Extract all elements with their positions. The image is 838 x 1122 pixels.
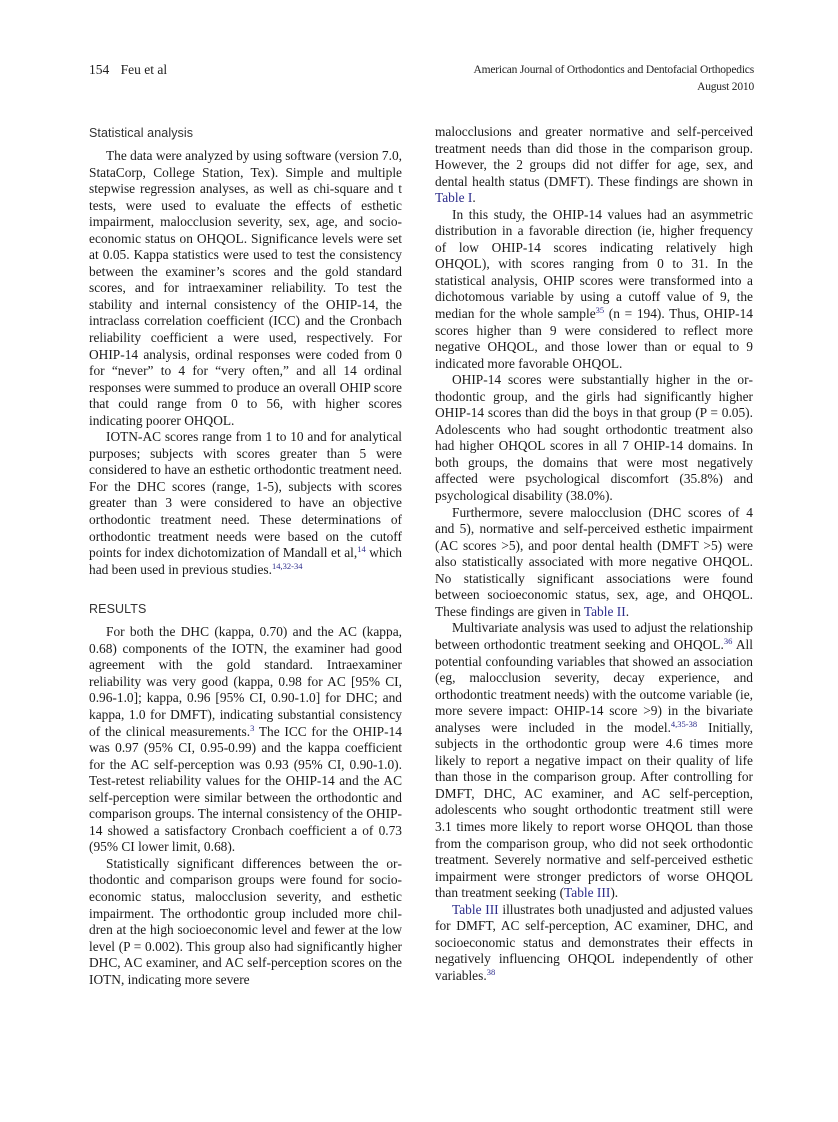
- reference-link[interactable]: 36: [723, 635, 733, 646]
- paragraph-continued: [435, 124, 753, 207]
- paragraph-text: IOTN-AC scores range from 1 to 10 and for analytical purposes; subjects with scores greater than 5 were considered to have an esthetic orthodontic treatment need. For the DHC scores (range, 1-5), subjects with scores greater than 3 were considered to have an objective orthodontic treatment need. These determinations of orthodontic treatment needs were based on the cutoff points for index dichotomization of Mandall et al,: [89, 429, 402, 561]
- running-header-right: [473, 62, 754, 96]
- paragraph: [435, 902, 753, 985]
- reference-link[interactable]: 3: [250, 722, 255, 733]
- table-link[interactable]: Table III: [564, 885, 611, 901]
- paragraph: Statistically significant differences between the orthodontic and comparison groups were found for socioeconomic status, malocclusion severity, and esthetic impairment. The orthodontic group included more children at the high socioeconomic level and fewer at the low level (P = 0.002). This group also had significantly higher DHC, AC examiner, and AC self-perception scores on the IOTN, indicating more severe: [89, 855, 402, 987]
- reference-link[interactable]: 35: [595, 305, 605, 316]
- paragraph-text: (n = 194). Thus, OHIP-14 scores higher than 9 were considered to reflect more negative OHQOL, and those lower than or equal to 9 indicated more favorable OHQOL.: [435, 306, 753, 371]
- reference-link[interactable]: 4,35-38: [670, 718, 698, 729]
- paragraph-text: .: [625, 603, 630, 619]
- paragraph: [435, 620, 753, 901]
- paragraph-text: In this study, the OHIP-14 values had an asymmetric distribution in a favorable direction (ie, higher frequency of low OHIP-14 scores indicating relatively high OHQOL), with scores ranging from 0 to 31. In the statistical analysis, OHIP scores were transformed into a dichotomous variable by using a cutoff value of 9, the median for the whole sample: [435, 206, 753, 322]
- table-link[interactable]: Table III: [452, 901, 499, 917]
- paragraph-text: The ICC for the OHIP-14 was 0.97 (95% CI, 0.95-0.99) and the kappa coefficient for the AC self-perception was 0.93 (95% CI, 0.90-1.0). Test-retest reliability values for the OHIP-14 and the AC self-perception were similar between the orthodontic and comparison groups. The internal consistency of the OHIP-14 showed a satisfactory Cronbach coefficient a of 0.73 (95% CI lower limit, 0.68).: [89, 723, 402, 855]
- paragraph: [89, 624, 402, 856]
- paragraph: [89, 429, 402, 578]
- paragraph-text: For both the DHC (kappa, 0.70) and the AC (kappa, 0.68) components of the IOTN, the examiner had good agreement with the gold standard. Intraexaminer reliability was very good (kappa, 0.98 for AC [95% CI, 0.96-1.0]; kappa, 0.96 [95% CI, 0.90-1.0] for DHC; and kappa, 1.0 for DMFT), indicating substantial consistency of the clinical measurements.: [89, 624, 402, 739]
- reference-link[interactable]: 14: [357, 544, 366, 555]
- paragraph-text: malocclusions and greater normative and self-perceived treatment needs than did those in the comparison group. However, the 2 groups did not differ for age, sex, and dental health status (DMFT). These findings are shown in: [435, 124, 753, 189]
- reference-link[interactable]: 38: [486, 966, 496, 977]
- paragraph-text: .: [472, 190, 476, 206]
- paragraph-text: Furthermore, severe malocclusion (DHC scores of 4 and 5), normative and self-perceived esthetic impairment (AC scores >5), and poor dental health (DMFT >5) were also statistically associated with more negative OHQOL. No statistically significant associations were found between socioeconomic status, sex, age, and OHQOL. These findings are given in: [435, 504, 753, 619]
- paragraph-text: All potential confounding variables that showed an association (eg, malocclusion severity, decay experience, and orthodontic treatment needs) with the outcome variable (ie, more severe impact: OHIP-14 score >9) in the bivariate analyses were included in the model.: [435, 636, 753, 735]
- paragraph: [435, 505, 753, 621]
- paragraph-text: illustrates both unadjusted and adjusted values for DMFT, AC self-perception, AC examiner, DHC, and socioeconomic status and demonstrates their effects in negatively influencing OHQOL independently of other variables.: [435, 901, 753, 983]
- table-link[interactable]: Table I: [435, 190, 473, 206]
- table-link[interactable]: Table II: [583, 603, 626, 619]
- paragraph: [435, 207, 753, 372]
- paragraph-text: Multivariate analysis was used to adjust the relationship between orthodontic treatment seeking and OHQOL.: [435, 620, 753, 652]
- issue-date: August 2010: [697, 81, 754, 93]
- paragraph: The data were analyzed by using software (version 7.0, StataCorp, College Station, Tex). Simple and multiple stepwise regression analyses, as well as chi-square and t tests, were used to evaluate the effects of esthetic impairment, malocclusion severity, sex, age, and socioeconomic status on OHQOL. Significance levels were set at 0.05. Kappa statistics were used to test the consistency between the examiner’s scores and the gold standard scores, and for intraexaminer reliability. To test the stability and internal consistency of the OHIP-14, the intraclass correlation coefficient (ICC) and the Cronbach reliability coefficient a were used, respectively. For OHIP-14 analysis, ordinal responses were coded from 0 for “never” to 4 for “very often,” and all 14 ordinal responses were summed to produce an overall OHIP score that could range from 0 to 56, with higher scores indicating poorer OHQOL.: [89, 148, 402, 428]
- paragraph-text: ).: [610, 885, 619, 901]
- paragraph-text: Initially, subjects in the orthodontic group were 4.6 times more likely to report a negative impact on their quality of life than those in the comparison group. After controlling for DMFT, DHC, AC examiner, and AC self-perception, adolescents who sought orthodontic treatment still were 3.1 times more likely to report worse OHQOL than those from the comparison group, who did not seek orthodontic treatment. Severely normative and self-perceived esthetic impairment were stronger predictors of worse OHQOL than treatment seeking (: [435, 719, 753, 901]
- page-number: 154: [89, 62, 110, 77]
- reference-link[interactable]: 14,32-34: [271, 560, 303, 571]
- section-heading-results: RESULTS: [89, 602, 147, 617]
- paragraph-text: which had been used in previous studies.: [89, 545, 402, 577]
- section-heading-statistical-analysis: Statistical analysis: [89, 126, 194, 140]
- right-column: [435, 124, 753, 984]
- journal-title: American Journal of Orthodontics and Dentofacial Orthopedics: [473, 64, 754, 76]
- paragraph: OHIP-14 scores were substantially higher in the orthodontic group, and the girls had significantly higher OHIP-14 scores than did the boys in that group (P = 0.05). Adolescents who had sought orthodontic treatment also had higher OHQOL scores in all 7 OHIP-14 domains. In both groups, the domains that were most negatively affected were psychological discomfort (35.8%) and psychological disability (38.0%).: [435, 372, 753, 504]
- left-column: [89, 124, 402, 988]
- running-authors: Feu et al: [120, 62, 168, 77]
- running-header-left: [89, 62, 167, 78]
